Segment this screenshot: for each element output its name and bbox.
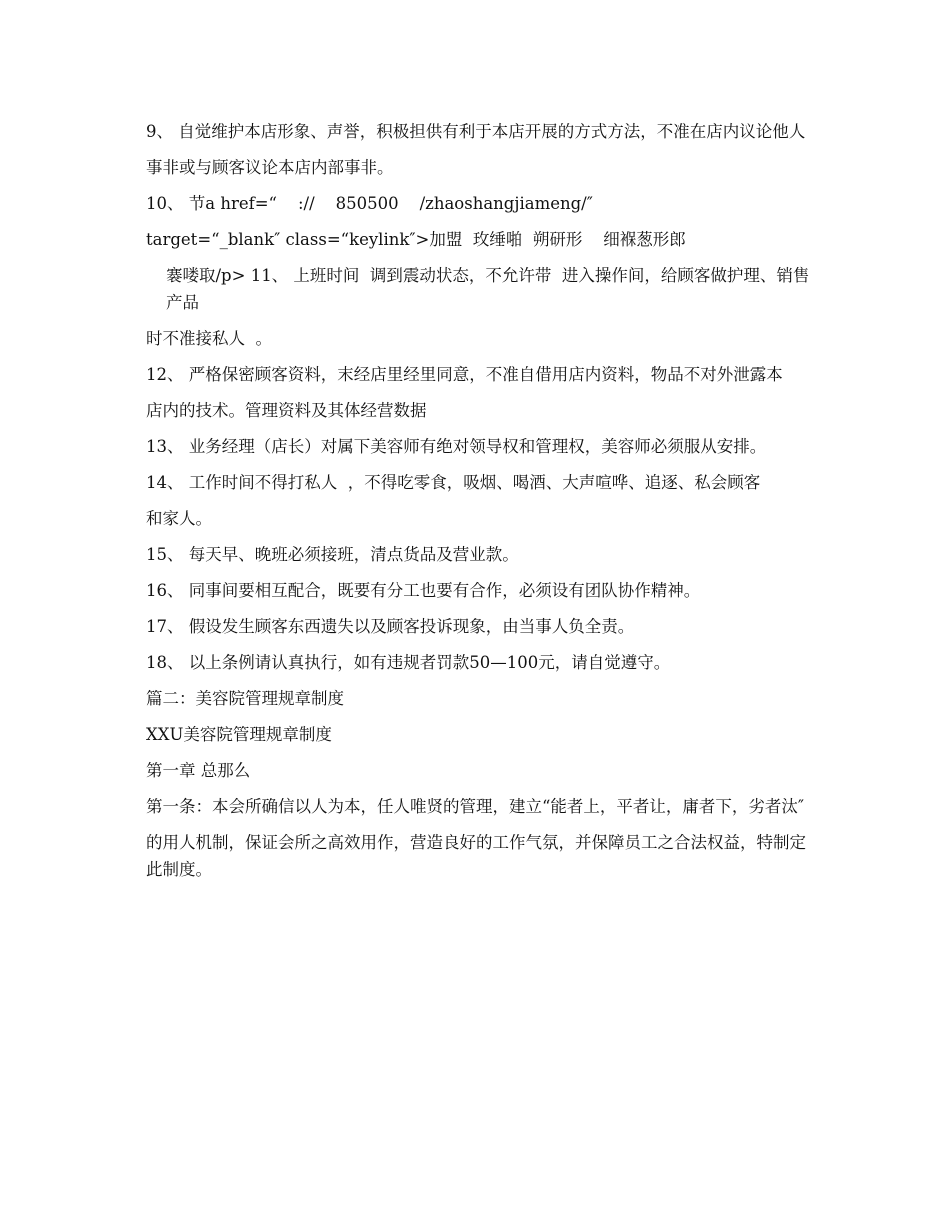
text-line-rule-17: 17、 假设发生顾客东西遗失以及顾客投诉现象，由当事人负全责。 [146,617,635,636]
text-line-rule-15: 15、 每天早、晚班必须接班，清点货品及营业款。 [146,545,519,564]
section-heading: 篇二：美容院管理规章制度 [146,689,344,708]
text-line-rule-10: 10、 节a href=“ :// 850500 /zhaoshangjiameng/″ [146,194,593,213]
text-line-article-1: 第一条：本会所确信以人为本，任人唯贤的管理，建立“能者上，平者让，庸者下，劣者汰″ [146,797,805,816]
text-line-rule-10-cont: target=“_blank″ class=“keylink″>加盟 玫缍啪 朔研形 细褓葱形郎 [146,230,686,249]
text-line-rule-14-cont: 和家人。 [146,509,212,528]
text-line-rule-13: 13、 业务经理（店长）对属下美容师有绝对领导权和管理权，美容师必须服从安排。 [146,437,767,456]
text-line-article-1-cont: 的用人机制，保证会所之高效用作，营造良好的工作气氛，并保障员工之合法权益，特制定此制度。 [146,833,806,879]
text-line-rule-16: 16、 同事间要相互配合，既要有分工也要有合作，必须设有团队协作精神。 [146,581,701,600]
text-line-rule-14: 14、 工作时间不得打私人 ，不得吃零食，吸烟、喝酒、大声喧哗、追逐、私会顾客 [146,473,761,492]
text-line-rule-11-cont: 时不准接私人 。 [146,329,272,348]
text-line-rule-11: 褰喽取/p> 11、 上班时间 调到震动状态，不允许带 进入操作间，给顾客做护理、销售产品 [166,266,810,312]
text-line-rule-9: 9、 自觉维护本店形象、声誉，积极担供有利于本店开展的方式方法，不准在店内议论他人 [146,122,806,141]
document-title: XXU美容院管理规章制度 [146,725,332,744]
text-line-rule-12: 12、 严格保密顾客资料，末经店里经里同意，不准自借用店内资料，物品不对外泄露本 [146,365,783,384]
text-line-rule-9-cont: 事非或与顾客议论本店内部事非。 [146,158,394,177]
text-line-rule-12-cont: 店内的技术。管理资料及其体经营数据 [146,401,427,420]
text-line-rule-18: 18、 以上条例请认真执行，如有违规者罚款50—100元，请自觉遵守。 [146,653,671,672]
document-page [146,118,811,892]
chapter-heading: 第一章 总那么 [146,761,251,780]
